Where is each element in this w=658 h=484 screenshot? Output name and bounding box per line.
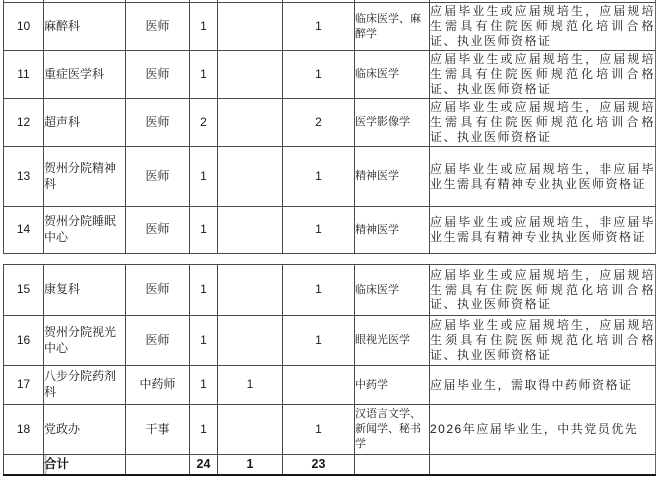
table-row (4, 207, 656, 254)
cell-n2: 1 (218, 455, 283, 475)
cell-n3: 1 (283, 147, 355, 207)
cell-req: 应届毕业生或应届规培生，应届规培生需具有住院医师规范化培训合格证、执业医师资格证 (430, 51, 656, 99)
cell-no: 11 (4, 51, 44, 99)
cell-req: 应届毕业生或应届规培生，非应届毕业生需具有精神专业执业医师资格证 (430, 147, 656, 207)
cell-n3: 1 (283, 316, 355, 366)
cell-req: 应届毕业生或应届规培生，非应届毕业生需具有精神专业执业医师资格证 (430, 207, 656, 254)
cell-no: 18 (4, 405, 44, 455)
cell-n2 (218, 405, 283, 455)
cell-pos: 医师 (126, 265, 190, 316)
table-row (4, 99, 656, 147)
table-row (4, 265, 656, 316)
cell-pos: 医师 (126, 3, 190, 51)
cell-req (430, 455, 656, 475)
cell-n3: 1 (283, 51, 355, 99)
cell-dept: 合计 (44, 455, 126, 475)
cell-req: 应届毕业生或应届规培生，应届规培生需具有住院医师规范化培训合格证、执业医师资格证 (430, 265, 656, 316)
cell-n2 (218, 99, 283, 147)
cell-req: 应届毕业生或应届规培生，应届规培生须具有住院医师规范化培训合格证、执业医师资格证 (430, 316, 656, 366)
cell-no: 15 (4, 265, 44, 316)
cell-major: 精神医学 (355, 147, 430, 207)
cell-n1: 2 (190, 99, 218, 147)
cell-dept: 党政办 (44, 405, 126, 455)
cell-major: 汉语言文学、新闻学、秘书学 (355, 405, 430, 455)
cell-dept: 八步分院药剂科 (44, 366, 126, 405)
cell-n3: 1 (283, 3, 355, 51)
cell-n2 (218, 147, 283, 207)
cell-no: 12 (4, 99, 44, 147)
cell-pos: 医师 (126, 51, 190, 99)
table-body-part2 (4, 265, 656, 475)
cell-major: 医学影像学 (355, 99, 430, 147)
cell-dept: 贺州分院精神科 (44, 147, 126, 207)
cell-pos (126, 455, 190, 475)
cell-pos: 干事 (126, 405, 190, 455)
cell-pos: 医师 (126, 316, 190, 366)
table-row (4, 147, 656, 207)
cell-n3: 1 (283, 265, 355, 316)
cell-n1: 1 (190, 3, 218, 51)
cell-n2 (218, 316, 283, 366)
cell-req: 应届毕业生或应届规培生，应届规培生需具有住院医师规范化培训合格证、执业医师资格证 (430, 99, 656, 147)
cell-n3: 2 (283, 99, 355, 147)
table-row (4, 3, 656, 51)
recruitment-table-part1 (3, 0, 656, 254)
table-body-part1 (4, 0, 656, 254)
table-row (4, 366, 656, 405)
cell-n1: 1 (190, 316, 218, 366)
page-break-gap (3, 254, 658, 264)
cell-no: 14 (4, 207, 44, 254)
cell-n3: 1 (283, 207, 355, 254)
table-row (4, 405, 656, 455)
cell-n1: 1 (190, 265, 218, 316)
table-row (4, 51, 656, 99)
cell-n1: 1 (190, 147, 218, 207)
cell-major: 精神医学 (355, 207, 430, 254)
cell-dept: 超声科 (44, 99, 126, 147)
recruitment-table-page (3, 0, 658, 476)
cell-major: 眼视光医学 (355, 316, 430, 366)
cell-n2 (218, 51, 283, 99)
cell-n2 (218, 207, 283, 254)
cell-dept: 贺州分院视光中心 (44, 316, 126, 366)
cell-no (4, 455, 44, 475)
cell-n1: 1 (190, 51, 218, 99)
cell-req: 应届毕业生，需取得中药师资格证 (430, 366, 656, 405)
cell-n1: 1 (190, 366, 218, 405)
cell-dept: 贺州分院睡眠中心 (44, 207, 126, 254)
cell-pos: 中药师 (126, 366, 190, 405)
cell-n1: 1 (190, 207, 218, 254)
cell-n3: 1 (283, 405, 355, 455)
cell-n3 (283, 366, 355, 405)
cell-req: 2026年应届毕业生，中共党员优先 (430, 405, 656, 455)
cell-dept: 麻醉科 (44, 3, 126, 51)
cell-major: 临床医学 (355, 265, 430, 316)
table-row (4, 316, 656, 366)
cell-n2 (218, 265, 283, 316)
cell-n1: 24 (190, 455, 218, 475)
cell-dept: 康复科 (44, 265, 126, 316)
cell-major (355, 455, 430, 475)
total-row (4, 455, 656, 475)
cell-n1: 1 (190, 405, 218, 455)
cell-n2 (218, 3, 283, 51)
cell-major: 中药学 (355, 366, 430, 405)
cell-dept: 重症医学科 (44, 51, 126, 99)
cell-major: 临床医学、麻醉学 (355, 3, 430, 51)
cell-pos: 医师 (126, 99, 190, 147)
cell-pos: 医师 (126, 147, 190, 207)
cell-n2: 1 (218, 366, 283, 405)
cell-no: 10 (4, 3, 44, 51)
cell-pos: 医师 (126, 207, 190, 254)
cell-no: 13 (4, 147, 44, 207)
cell-no: 16 (4, 316, 44, 366)
cell-no: 17 (4, 366, 44, 405)
recruitment-table-part2 (3, 264, 656, 476)
cell-req: 应届毕业生或应届规培生，应届规培生需具有住院医师规范化培训合格证、执业医师资格证 (430, 3, 656, 51)
cell-n3: 23 (283, 455, 355, 475)
cell-major: 临床医学 (355, 51, 430, 99)
